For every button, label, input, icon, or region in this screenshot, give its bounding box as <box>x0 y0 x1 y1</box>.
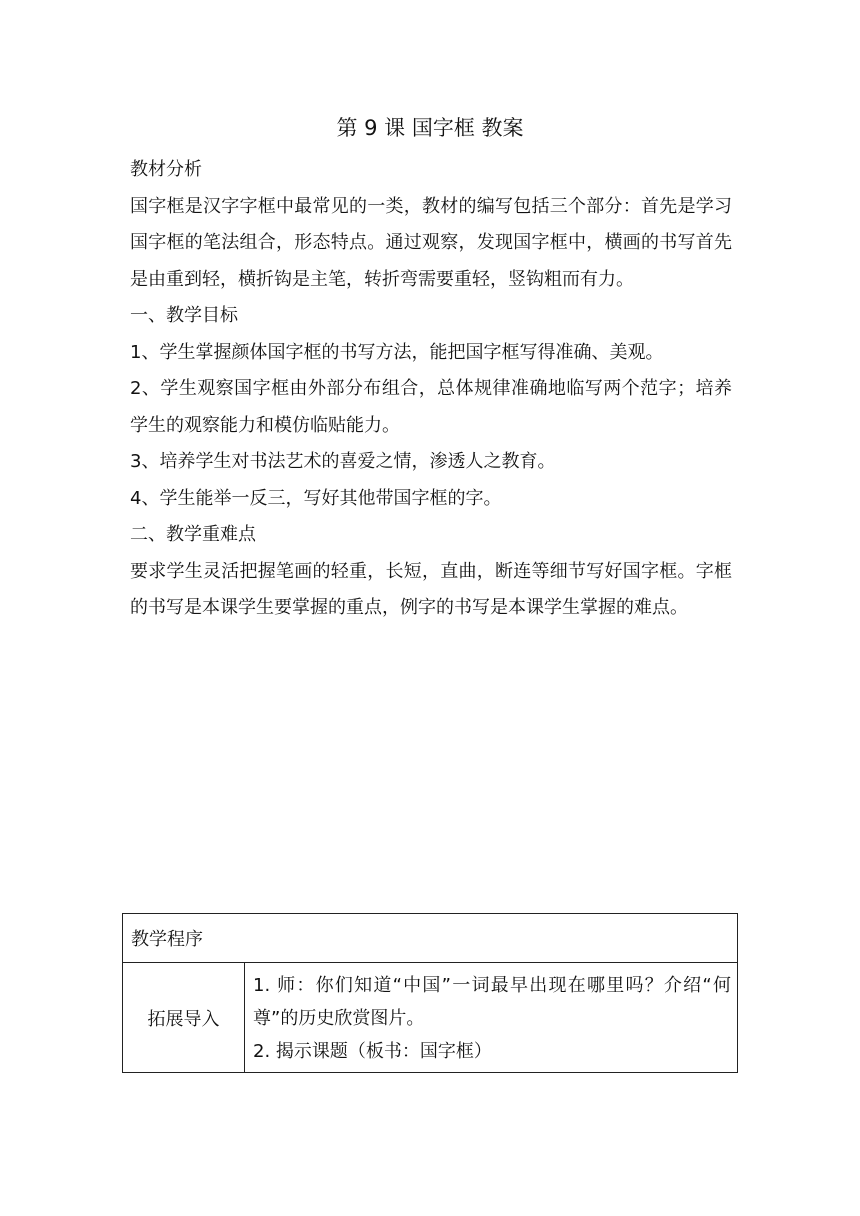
goal-item-4: 4、学生能举一反三，写好其他带国字框的字。 <box>130 487 502 509</box>
procedure-table-wrap <box>122 913 738 1073</box>
goal-item-1: 1、学生掌握颜体国字框的书写方法，能把国字框写得准确、美观。 <box>130 341 664 363</box>
goal-item-2: 2、学生观察国字框由外部分布组合，总体规律准确地临写两个范字；培养学生的观察能力和模仿临贴能力。 <box>130 378 732 436</box>
row-content-line-1: 1. 师：你们知道“中国”一词最早出现在哪里吗？介绍“何尊”的历史欣赏图片。 <box>253 975 731 1029</box>
document-title: 第 9 课 国字框 教案 <box>336 116 524 140</box>
table-header-row <box>123 914 738 963</box>
goal-item-3: 3、培养学生对书法艺术的喜爱之情，渗透人之教育。 <box>130 451 556 472</box>
analysis-heading: 教材分析 <box>130 159 202 180</box>
row-label-cell: 拓展导入 <box>123 963 245 1073</box>
goals-heading: 一、教学目标 <box>130 305 238 326</box>
procedure-table <box>122 913 738 1073</box>
key-points-heading: 二、教学重难点 <box>130 524 256 545</box>
row-content-line-2: 2. 揭示课题（板书：国字框） <box>253 1041 492 1062</box>
analysis-paragraph: 国字框是汉字字框中最常见的一类，教材的编写包括三个部分：首先是学习国字框的笔法组合，形态特点。通过观察，发现国字框中，横画的书写首先是由重到轻，横折钩是主笔，转折弯需要重轻，竖钩粗而有力。 <box>130 195 732 290</box>
table-header-cell: 教学程序 <box>123 914 738 963</box>
document-body <box>130 152 732 627</box>
row-content-cell <box>245 963 738 1073</box>
key-points-paragraph: 要求学生灵活把握笔画的轻重，长短，直曲，断连等细节写好国字框。字框的书写是本课学生要掌握的重点，例字的书写是本课学生掌握的难点。 <box>130 560 732 618</box>
table-row <box>123 963 738 1073</box>
